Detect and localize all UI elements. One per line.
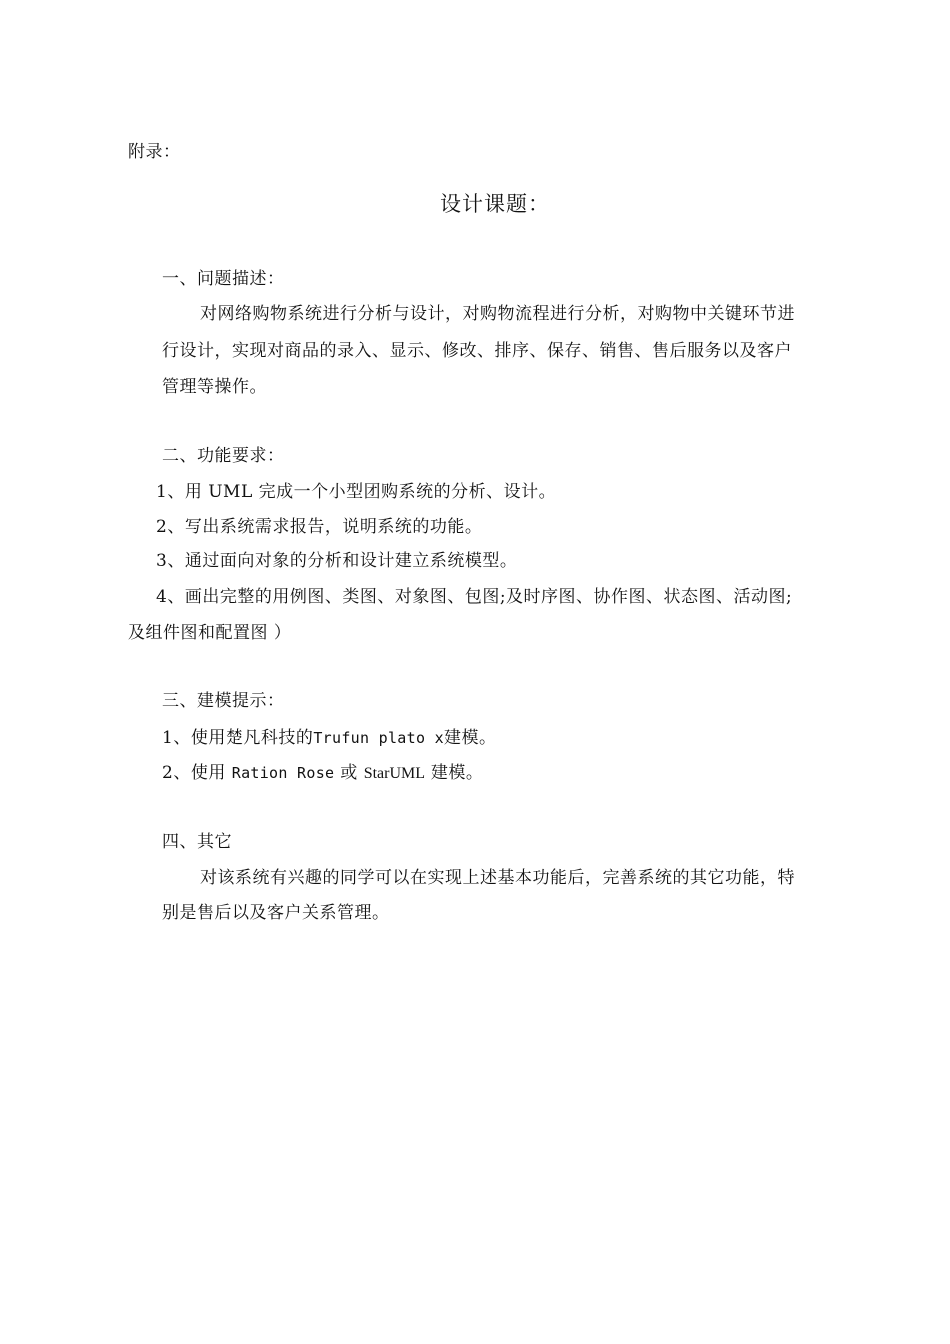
other-text-line: 对该系统有兴趣的同学可以在实现上述基本功能后，完善系统的其它功能，特 (200, 868, 795, 888)
modeling-tool-staruml: StarUML (363, 765, 426, 782)
problem-text-line: 对网络购物系统进行分析与设计，对购物流程进行分析，对购物中关键环节进 (200, 304, 795, 324)
section-heading-modeling: 三、建模提示： (162, 691, 285, 711)
requirement-item-continued: 及组件图和配置图 ） (128, 623, 292, 643)
problem-text-line: 行设计，实现对商品的录入、显示、修改、排序、保存、销售、售后服务以及客户 (162, 341, 792, 361)
requirement-item: 3、通过面向对象的分析和设计建立系统模型。 (156, 551, 518, 571)
section-heading-problem: 一、问题描述： (162, 269, 285, 289)
problem-text-line: 管理等操作。 (162, 377, 267, 397)
other-text-line: 别是售后以及客户关系管理。 (162, 903, 390, 923)
modeling-hint-2 (162, 762, 483, 785)
modeling-hint-2-middle: 或 (340, 763, 358, 783)
requirement-item: 1、用 UML 完成一个小型团购系统的分析、设计。 (156, 482, 557, 502)
appendix-label: 附录： (128, 142, 181, 162)
modeling-hint-2-prefix: 2、使用 (162, 763, 226, 783)
modeling-hint-2-suffix: 建模。 (430, 763, 484, 783)
modeling-tool-trufun: Trufun plato x (313, 729, 444, 747)
modeling-hint-1-suffix: 建模。 (443, 728, 497, 748)
modeling-hint-1 (162, 727, 496, 749)
page-title: 设计课题： (440, 192, 550, 216)
section-heading-other: 四、其它 (162, 832, 232, 852)
modeling-tool-rational-rose: Ration Rose (231, 764, 335, 782)
requirement-item: 4、画出完整的用例图、类图、对象图、包图;及时序图、协作图、状态图、活动图; (156, 587, 793, 607)
modeling-hint-1-prefix: 1、使用楚凡科技的 (162, 728, 314, 748)
section-heading-requirements: 二、功能要求： (162, 446, 285, 466)
requirement-item: 2、写出系统需求报告，说明系统的功能。 (156, 517, 483, 537)
